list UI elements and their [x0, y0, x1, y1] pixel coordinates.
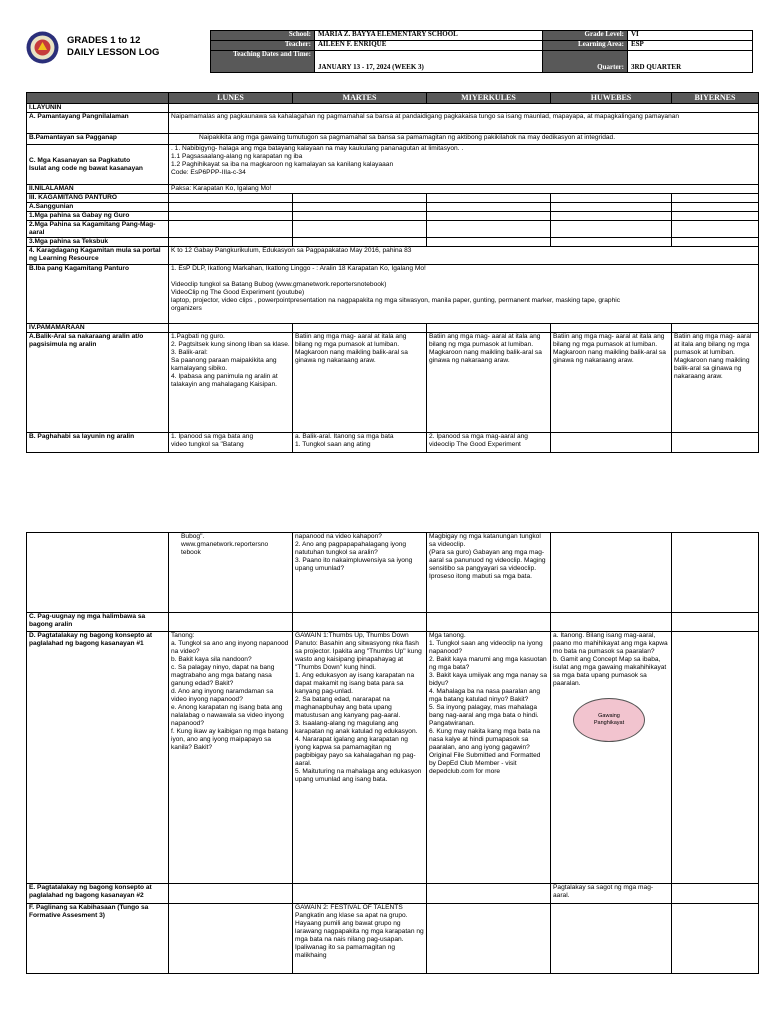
day-header-huwebes: HUWEBES	[551, 93, 672, 104]
balik-aral-huwebes: Batiin ang mga mag- aaral at itala ang bilang ng mga pumasok at lumiban. Magkaroon nang maikling balik-aral sa ginawa ng nakaraang araw.	[551, 333, 672, 433]
lesson-log-table-page2	[26, 532, 759, 974]
pamantayan-pagganap-value: Naipakikita ang mga gawaing tumutugon sa pagmamahal sa bansa sa pamamagitan ng aktibong pakikilahok na may dedikasyon at integridad.	[169, 134, 759, 145]
area-label: Learning Area:	[543, 41, 628, 51]
pagtatalakay1-huwebes-cell	[551, 632, 672, 884]
nilalaman-value: Paksa: Karapatan Ko, Igalang Mo!	[169, 185, 759, 194]
day-header-biyernes: BIYERNES	[672, 93, 759, 104]
pagtatalakay2-huwebes: Pagtalakay sa sagot ng mga mag-aaral.	[551, 884, 672, 904]
iba-pang-value: 1. EsP DLP, Ikatlong Markahan, Ikatlong Linggo - : Aralin 18 Karapatan Ko, Igalang Mo! Videoclip tungkol sa Batang Bubog (www.gmanetwork.reportersnotebook) VideoClip ng The Good Experiment (youtube) laptop, projector, video clips , powerpointpresentation na nagpapakita ng mga sitwasyon, manila paper, gunting, permanent marker, masking tape, graphic organizers	[169, 265, 759, 324]
empty-cell	[27, 533, 169, 613]
row-label-kasanayan: C. Mga Kasanayan sa Pagkatuto Isulat ang code ng bawat kasanayan	[27, 145, 169, 185]
paghahabi-martes-cont: napanood na video kahapon? 2. Ano ang pagpapapahalagang iyong natutuhan tungkol sa aralin? 3. Paano ito nakaimpluwensiya sa iyong upang umunlad?	[293, 533, 427, 613]
row-label-gabay-guro: 1.Mga pahina sa Gabay ng Guro	[27, 212, 169, 221]
paghahabi-martes: a. Balik-aral. Itanong sa mga bata 1. Tungkol saan ang ating	[293, 433, 427, 453]
row-label-pag-uugnay: C. Pag-uugnay ng mga halimbawa sa bagong aralin	[27, 613, 169, 632]
row-label-sanggunian: A.Sanggunian	[27, 203, 169, 212]
teacher-value: AILEEN F. ENRIQUE	[315, 41, 543, 51]
row-label-layunin: I.LAYUNIN	[27, 104, 169, 113]
lesson-log-table-page1	[26, 92, 759, 453]
title-line2: DAILY LESSON LOG	[67, 47, 160, 58]
concept-map-label: Gawaing Panghikayat	[593, 713, 625, 726]
teacher-label: Teacher:	[211, 41, 315, 51]
row-label-iba-pang-kagamitan: B.Iba pang Kagamitang Panturo	[27, 265, 169, 324]
school-label: School:	[211, 31, 315, 41]
row-label-teksbuk: 3.Mga pahina sa Teksbuk	[27, 238, 169, 247]
row-label-balik-aral: A.Balik-Aral sa nakaraang aralin at/o pagsisimula ng aralin	[27, 333, 169, 433]
paghahabi-miyerkules-cont: Magbigay ng mga katanungan tungkol sa videoclip. (Para sa guro) Gabayan ang mga mag-aaral sa panunuod ng videoclip. Maging sensitibo sa pangyayari sa videoclip. Iproseso itong mabuti sa mga bata.	[427, 533, 551, 613]
dates-label: Teaching Dates and Time:	[211, 51, 315, 73]
balik-aral-martes: Batiin ang mga mag- aaral at itala ang bilang ng mga pumasok at lumiban. Magkaroon nang maikling balik-aral sa ginawa ng nakaraang araw.	[293, 333, 427, 433]
header-info-table	[210, 30, 753, 73]
row-label-pamantayang-pangnilalaman: A. Pamantayang Pangnilalaman	[27, 113, 169, 134]
pagtatalakay1-miyerkules: Mga tanong. 1. Tungkol saan ang videoclip na iyong napanood? 2. Bakit kaya marumi ang mga kasuotan ng mga bata? 3. Bakit kaya umiiyak ang mga nanay sa bidyu? 4. Mahalaga ba na nasa paaralan ang mga batang katulad ninyo? Bakit? 5. Sa inyong palagay, mas mahalaga bang nag-aaral ang mga bata o hindi. Pangatwiranan. 6. Kung may nakita kang mga bata na nasa kalye at hindi pumapasok sa paaralan, ano ang iyong gagawin? Original File Submitted and Formatted by DepEd Club Member - visit depedclub.com for more	[427, 632, 551, 884]
paghahabi-lunes-cont: Bubog". www.gmanetwork.reportersno tebook	[169, 533, 293, 613]
paghahabi-lunes: 1. Ipanood sa mga bata ang video tungkol sa "Batang	[169, 433, 293, 453]
row-label-paglinang: F. Paglinang sa Kabihasaan (Tungo sa Formative Assesment 3)	[27, 904, 169, 974]
row-label-pagtatalakay-2: E. Pagtatalakay ng bagong konsepto at paglalahad ng bagong kasanayan #2	[27, 884, 169, 904]
grade-label: Grade Level:	[543, 31, 628, 41]
document-title	[67, 35, 159, 59]
day-header-miyerkules: MIYERKULES	[427, 93, 551, 104]
row-label-pamantayan-pagganap: B.Pamantayan sa Pagganap	[27, 134, 169, 145]
row-label-paghahabi: B. Paghahabi sa layunin ng aralin	[27, 433, 169, 453]
grade-value: VI	[628, 31, 753, 41]
paghahabi-miyerkules: 2. Ipanood sa mga mag-aaral ang videoclip The Good Experiment	[427, 433, 551, 453]
balik-aral-lunes: 1.Pagbati ng guro. 2. Pagtsitsek kung sinong liban sa klase. 3. Balik-aral: Sa paanong paraan maipakikita ang kamalayang sibiko. 4. Ipabasa ang panimula ng aralin at talakayin ang mahalagang Kaisipan.	[169, 333, 293, 433]
dates-value: JANUARY 13 - 17, 2024 (WEEK 3)	[315, 51, 543, 73]
area-value: ESP	[628, 41, 753, 51]
quarter-value: 3RD QUARTER	[628, 51, 753, 73]
row-label-karagdagang-kagamitan: 4. Karagdagang Kagamitan mula sa portal ng Learning Resource	[27, 247, 169, 265]
pamantayang-pangnilalaman-value: Naipamamalas ang pagkaunawa sa kahalagahan ng pagmamahal sa bansa at pandaidigang pagkakaisa tungo sa isang maunlad, mapayapa, at mapagkalingang pamayanan	[169, 113, 759, 134]
concept-map-oval	[573, 698, 645, 742]
row-label-pagtatalakay-1: D. Pagtatalakay ng bagong konsepto at paglalahad ng bagong kasanayan #1	[27, 632, 169, 884]
pagtatalakay1-martes: GAWAIN 1:Thumbs Up, Thumbs Down Panuto: Basahin ang sitwasyong nka flash sa projector. Ipakita ang "Thumbs Up" kung wasto ang kaisipang ipinapahayag at "Thumbs Down" kung hindi. 1. Ang edukasyon ay isang karapatan na dapat makamit ng isang bata para sa kanyang pag-unlad. 2. Sa batang edad, nararapat na maghanapbuhay ang bata upang matustusan ang kanyang pag-aaral. 3. Isaalang-alang ng magulang ang karapatan ng anak katulad ng edukasyon. 4. Nararapat igalang ang karapatan ng iyong kapwa sa pamamagitan ng pagbibigay payo sa kahalagahan ng pag-aaral. 5. Maituturing na mahalaga ang edukasyon upang umunlad ang isang bata.	[293, 632, 427, 884]
row-label-nilalaman: II.NILALAMAN	[27, 185, 169, 194]
corner-cell	[27, 93, 169, 104]
day-header-martes: MARTES	[293, 93, 427, 104]
pagtatalakay1-huwebes: a. Itanong. Bilang isang mag-aaral, paano mo mahihikayat ang mga kapwa mo bata na pumasok sa paaralan? b. Gamit ang Concept Map sa ibaba, isulat ang mga gawaing makahihikayat sa mga bata upang pumasok sa paaralan.	[553, 632, 668, 687]
title-line1: GRADES 1 to 12	[67, 35, 141, 46]
karagdagang-value: K to 12 Gabay Pangkurikulum, Edukasyon sa Pagpapakatao May 2016, pahina 83	[169, 247, 759, 265]
quarter-label: Quarter:	[543, 51, 628, 73]
empty-cell	[169, 104, 759, 113]
row-label-kagamitang-panturo: III. KAGAMITANG PANTURO	[27, 194, 169, 203]
row-label-kagamitang-pang-mag-aaral: 2.Mga Pahina sa Kagamitang Pang-Mag-aaral	[27, 221, 169, 238]
day-header-lunes: LUNES	[169, 93, 293, 104]
balik-aral-biyernes: Batiin ang mga mag- aaral at itala ang bilang ng mga pumasok at lumiban. Magkaroon nang maikling balik-aral sa ginawa ng nakaraang araw.	[672, 333, 759, 433]
school-value: MARIA Z. BAYYA ELEMENTARY SCHOOL	[315, 31, 543, 41]
deped-seal-logo	[26, 31, 59, 64]
pagtatalakay1-lunes: Tanong: a. Tungkol sa ano ang inyong napanood na video? b. Bakit kaya sila nandoon? c. Sa palagay ninyo, dapat na bang magtrabaho ang mga batang nasa ganung edad? Bakit? d. Ano ang inyong naramdaman sa video inyong napanood? e. Anong karapatan ng isang bata ang nalalabag o nawawala sa video inyong napanood? f. Kung ikaw ay kaibigan ng mga batang iyon, ano ang iyong maipapayo sa kanila? Bakit?	[169, 632, 293, 884]
balik-aral-miyerkules: Batiin ang mga mag- aaral at itala ang bilang ng mga pumasok at lumiban. Magkaroon nang maikling balik-aral sa ginawa ng nakaraang araw.	[427, 333, 551, 433]
paglinang-martes: GAWAIN 2: FESTIVAL OF TALENTS Pangkatin ang klase sa apat na grupo. Hayaang pumili ang bawat grupo ng larawang nagpapakita ng mga karapatan ng mga bata na nais nilang pag-usapan. Ipaliwanag ito sa pamamagitan ng malikhaing	[293, 904, 427, 974]
row-label-pamamaraan: IV.PAMAMARAAN	[27, 324, 169, 333]
kasanayan-value: . 1. Nabibigyng- halaga ang mga batayang kalayaan na may kaukulang pananagutan at limitasyon. . 1.1 Pagsasaalang-alang ng karapatan ng iba 1.2 Paghihikayat sa iba na magkaroon ng kamalayan sa kanilang kalayaaan Code: EsP6PPP-IIIa-c-34	[169, 145, 759, 185]
